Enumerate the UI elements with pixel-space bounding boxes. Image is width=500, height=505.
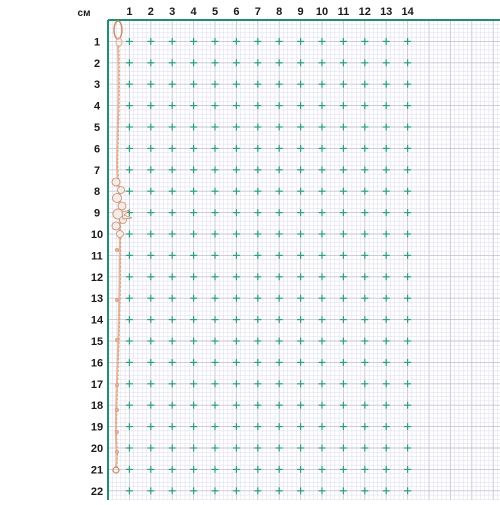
x-axis-label: 6 (233, 6, 240, 18)
x-axis-label: 12 (358, 6, 371, 18)
y-axis-label: 1 (93, 36, 101, 49)
x-axis-label: 7 (254, 6, 261, 18)
y-axis-label: 17 (90, 378, 104, 391)
y-axis-label: 19 (90, 421, 104, 434)
x-axis-label: 8 (276, 6, 283, 18)
x-axis-label: 9 (297, 6, 304, 18)
y-axis-label: 7 (93, 164, 101, 177)
x-axis-label: 13 (380, 6, 393, 18)
y-axis-label: 15 (90, 336, 104, 348)
y-axis-label: 14 (90, 314, 104, 327)
y-axis-labels (91, 36, 104, 497)
y-axis-label: 6 (93, 143, 101, 156)
grid-paper (108, 20, 500, 500)
y-axis-label: 18 (90, 400, 104, 413)
y-axis-label: 4 (93, 100, 101, 113)
x-axis-label: 2 (147, 6, 154, 18)
unit-label: см (77, 8, 91, 19)
y-axis-label: 5 (93, 122, 101, 134)
y-axis-label: 10 (90, 229, 104, 241)
y-axis-label: 8 (93, 186, 101, 199)
y-axis-label: 20 (90, 443, 104, 455)
x-axis-label: 3 (169, 6, 176, 18)
y-axis-label: 2 (93, 57, 101, 70)
x-axis-label: 14 (401, 6, 414, 18)
x-axis-label: 4 (190, 6, 197, 18)
y-axis-label: 22 (90, 485, 104, 498)
x-axis-label: 1 (126, 6, 133, 18)
x-axis-label: 11 (337, 6, 350, 18)
y-axis-label: 21 (90, 464, 104, 477)
y-axis-label: 9 (93, 207, 101, 220)
y-axis-label: 13 (90, 293, 104, 306)
y-axis-label: 12 (90, 271, 104, 284)
y-axis-label: 16 (90, 357, 104, 370)
x-axis-labels (126, 6, 414, 18)
x-axis-label: 5 (211, 6, 219, 18)
x-axis-label: 10 (315, 6, 329, 18)
y-axis-label: 3 (93, 79, 101, 92)
y-axis-label: 11 (91, 250, 103, 263)
